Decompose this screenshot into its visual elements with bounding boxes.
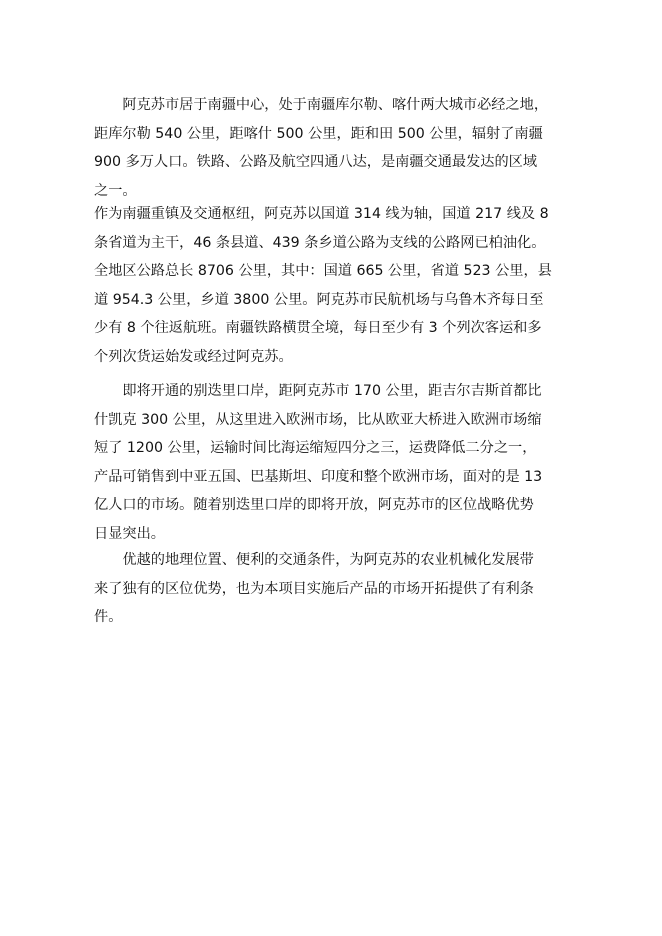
text-line: 亿人口的市场。随着别迭里口岸的即将开放，阿克苏市的区位战略优势	[94, 497, 534, 513]
document-body	[94, 91, 586, 632]
text-line: 900 多万人口。铁路、公路及航空四通八达，是南疆交通最发达的区域	[94, 154, 538, 170]
text-line: 个列次货运始发或经过阿克苏。	[94, 348, 293, 365]
text-line: 少有 8 个往返航班。南疆铁路横贯全境，每日至少有 3 个列次客运和多	[94, 320, 542, 336]
text-line: 即将开通的别迭里口岸，距阿克苏市 170 公里，距吉尔吉斯首都比	[94, 383, 542, 399]
paragraph-4	[94, 546, 586, 632]
text-line: 作为南疆重镇及交通枢纽，阿克苏以国道 314 线为轴，国道 217 线及 8	[94, 206, 549, 222]
text-line: 距库尔勒 540 公里，距喀什 500 公里，距和田 500 公里，辐射了南疆	[94, 125, 543, 142]
text-line: 短了 1200 公里，运输时间比海运缩短四分之三，运费降低二分之一，	[94, 440, 537, 456]
text-line: 优越的地理位置、便利的交通条件，为阿克苏的农业机械化发展带	[94, 552, 534, 568]
text-line: 什凯克 300 公里，从这里进入欧洲市场，比从欧亚大桥进入欧洲市场缩	[94, 411, 542, 428]
text-line: 全地区公路总长 8706 公里，其中：国道 665 公里，省道 523 公里，县	[94, 263, 552, 279]
text-line: 之一。	[94, 182, 137, 199]
paragraph-2	[94, 200, 586, 371]
text-line: 条省道为主干，46 条县道、439 条乡道公路为支线的公路网已柏油化。	[94, 234, 546, 251]
text-line: 道 954.3 公里，乡道 3800 公里。阿克苏市民航机场与乌鲁木齐每日至	[94, 291, 544, 308]
text-line: 阿克苏市居于南疆中心，处于南疆库尔勒、喀什两大城市必经之地，	[94, 97, 549, 113]
text-line: 来了独有的区位优势，也为本项目实施后产品的市场开拓提供了有利条	[94, 580, 534, 597]
paragraph-3	[94, 377, 586, 548]
text-line: 产品可销售到中亚五国、巴基斯坦、印度和整个欧洲市场，面对的是 13	[94, 468, 543, 485]
text-line: 日显突出。	[94, 525, 165, 542]
text-line: 件。	[94, 609, 123, 625]
paragraph-1	[94, 91, 586, 205]
